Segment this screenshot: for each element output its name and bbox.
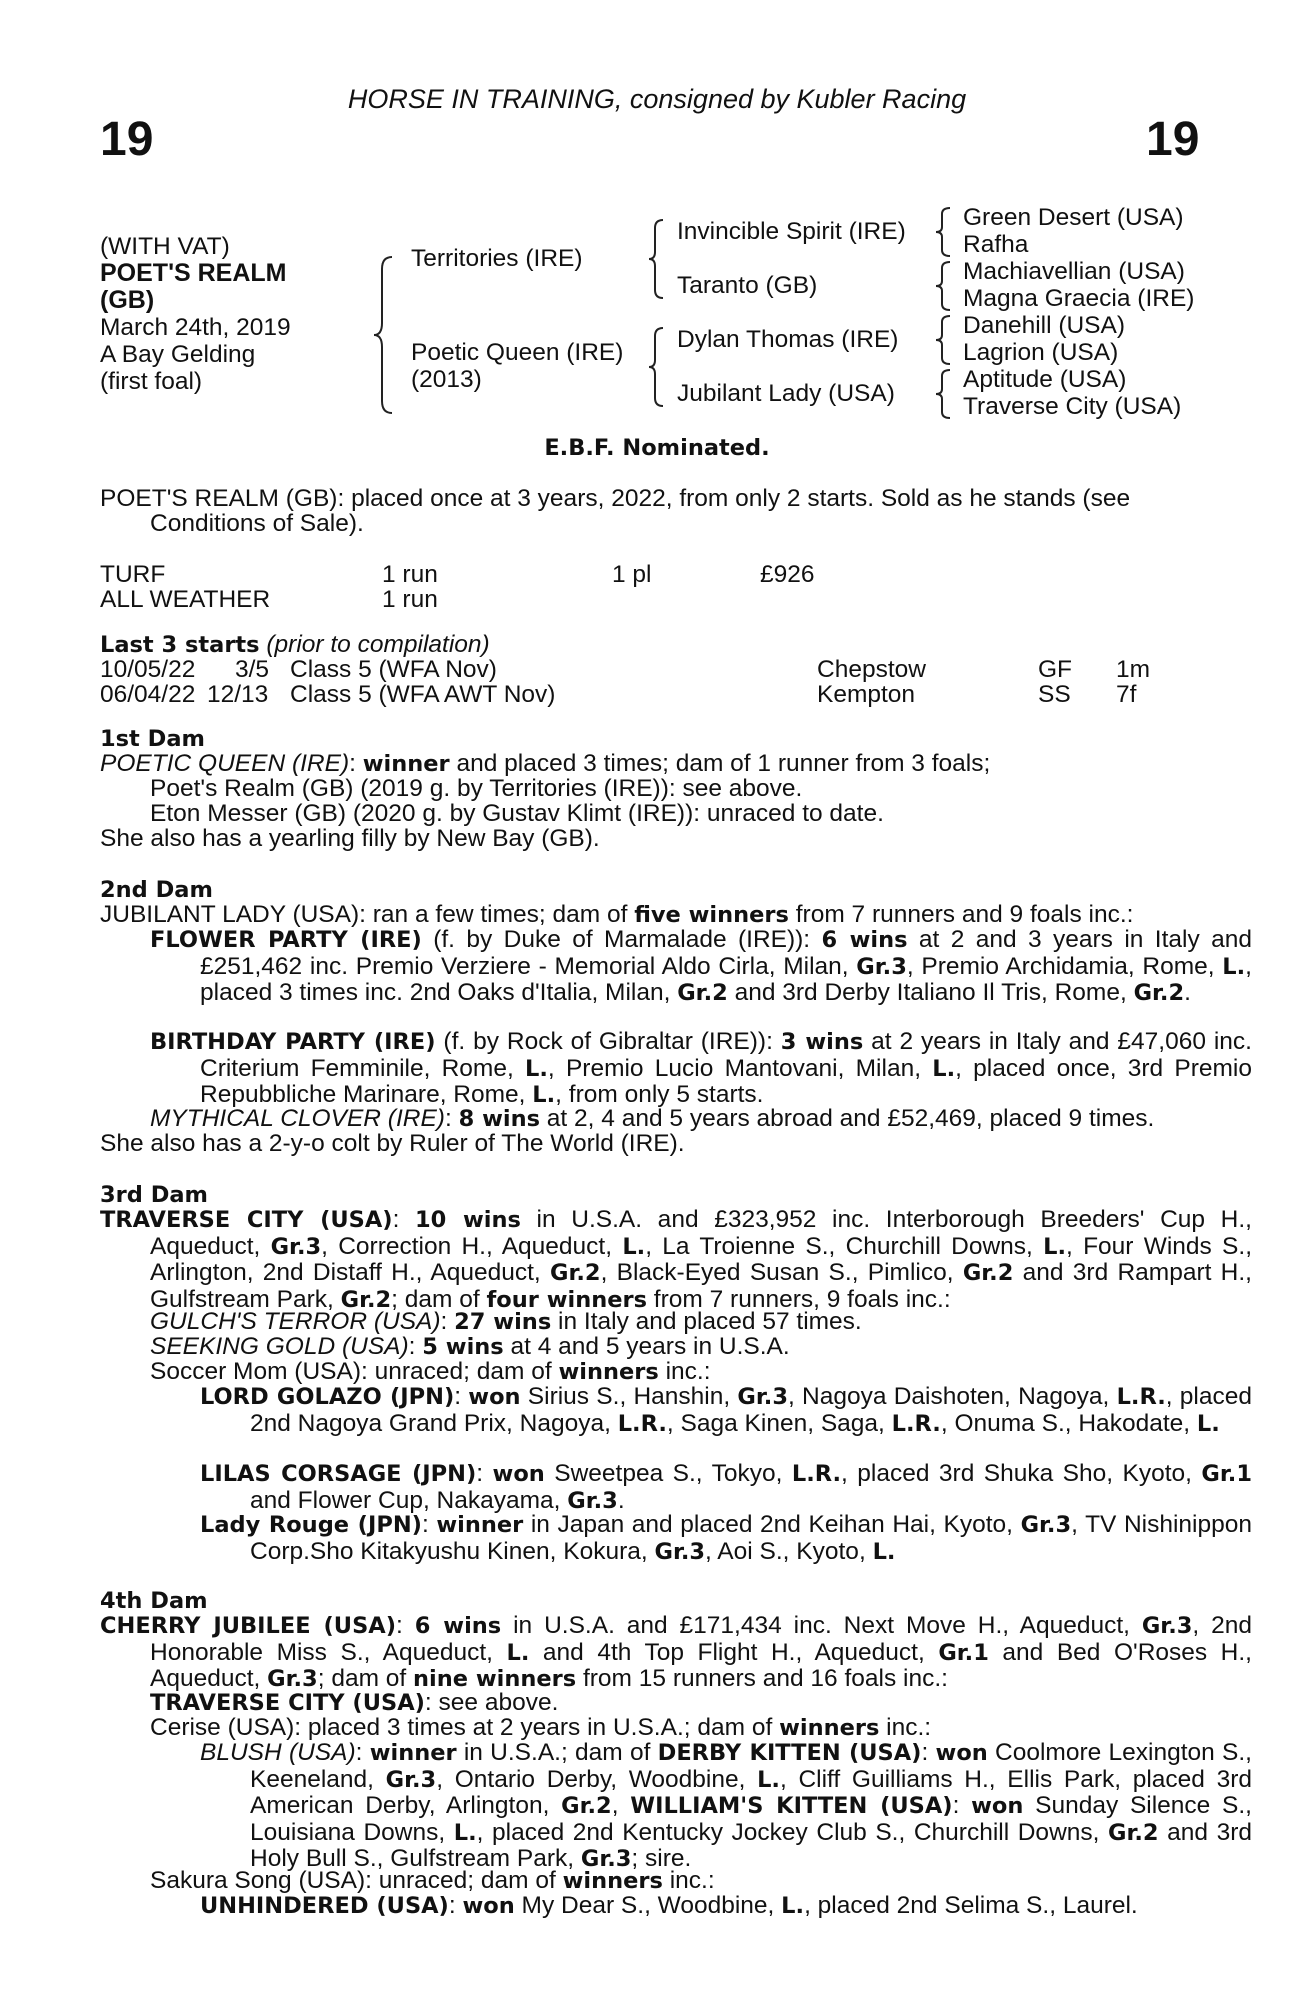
record-placed-0: 1 pl	[612, 561, 652, 588]
ebf-nominated: E.B.F. Nominated.	[544, 435, 770, 461]
dam2-mythical-clover	[150, 1106, 1154, 1133]
traverse-city-ref-name: TRAVERSE CITY (USA)	[150, 1690, 425, 1716]
cj-g: and 4th Top Flight H., Aqueduct,	[529, 1638, 939, 1666]
start-course-0: Chepstow	[817, 656, 926, 683]
lc-h: Gr.3	[567, 1487, 618, 1514]
bl-q: Sunday Silence S., Louisiana Downs,	[250, 1792, 1252, 1846]
sg-c: at 4 and 5 years in U.S.A.	[503, 1333, 790, 1360]
lg-k: , Onuma S., Hakodate,	[940, 1409, 1197, 1437]
tc-p: four winners	[486, 1286, 647, 1313]
start-date-0: 10/05/22	[100, 656, 196, 683]
lg-f: L.R.	[1116, 1384, 1166, 1410]
cj-i: and Bed O'Roses H., Aqueduct,	[150, 1638, 1252, 1692]
dam1-produce-2: Eton Messer (GB) (2020 g. by Gustav Klimt (IRE)): unraced to date.	[150, 800, 884, 827]
bl-h: Gr.3	[385, 1766, 437, 1793]
lg-i: , Saga Kinen, Saga,	[666, 1409, 892, 1437]
dam4-sakura-song	[150, 1868, 715, 1895]
dam2-line1	[100, 902, 1133, 929]
lc-i: .	[617, 1486, 625, 1514]
lord-golazo-name: LORD GOLAZO (JPN)	[200, 1384, 455, 1410]
un-c: My Dear S., Woodbine,	[514, 1892, 782, 1919]
un-e: , placed 2nd Selima S., Laurel.	[804, 1892, 1138, 1919]
dam2-l1a: JUBILANT LADY (USA): ran a few times; dam of	[100, 901, 635, 928]
tc-m: and 3rd Rampart H., Gulfstream Park,	[150, 1259, 1252, 1313]
brace-g1	[932, 206, 954, 260]
mc-b: 8 wins	[458, 1106, 540, 1132]
fp-e: , Premio Archidamia, Rome,	[906, 952, 1223, 980]
unhindered-name: UNHINDERED (USA)	[200, 1893, 449, 1919]
lg-d: Gr.3	[737, 1384, 788, 1410]
dam3-heading-text: 3rd Dam	[100, 1182, 208, 1208]
bp-d: L.	[525, 1055, 548, 1082]
gg-4: Magna Graecia (IRE)	[963, 285, 1195, 312]
bl-f: won	[935, 1740, 988, 1766]
fp-i: and 3rd Derby Italiano Il Tris, Rome,	[727, 979, 1134, 1006]
cj-j: Gr.3	[267, 1666, 318, 1692]
tc-d: Gr.3	[270, 1233, 322, 1260]
dam4-cherry-jubilee	[100, 1613, 1252, 1693]
record-runs-0: 1 run	[382, 561, 438, 588]
tc-h: L.	[1043, 1233, 1067, 1260]
blush-name: BLUSH (USA)	[200, 1739, 356, 1766]
horse-info	[100, 233, 291, 395]
dam2-birthday-party	[150, 1029, 1252, 1109]
traverse-city-name: TRAVERSE CITY (USA)	[100, 1207, 393, 1233]
bl-g: Coolmore Lexington S., Keeneland,	[250, 1739, 1252, 1793]
cj-a: :	[395, 1612, 415, 1639]
lg-a: :	[454, 1383, 469, 1410]
bl-v: Gr.3	[580, 1846, 632, 1872]
lg-j: L.R.	[891, 1410, 941, 1437]
brace-g3	[932, 314, 954, 368]
birthday-party-name: BIRTHDAY PARTY (IRE)	[150, 1029, 436, 1055]
dam-line2: (2013)	[411, 366, 482, 393]
foal-note: (first foal)	[100, 368, 203, 395]
start-dist-0: 1m	[1116, 656, 1151, 683]
fp-a: (f. by Duke of Marmalade (IRE)):	[421, 926, 822, 953]
gg-7: Aptitude (USA)	[963, 366, 1127, 393]
start-going-1: SS	[1038, 681, 1071, 708]
seeking-gold-name: SEEKING GOLD (USA)	[150, 1333, 409, 1360]
lg-c: Sirius S., Hanshin,	[520, 1383, 738, 1410]
bl-u: and 3rd Holy Bull S., Gulfstream Park,	[250, 1818, 1253, 1872]
gg-6: Lagrion (USA)	[963, 339, 1119, 366]
dam4-cerise	[150, 1715, 931, 1742]
ce-b: winners	[779, 1715, 880, 1741]
gt-c: in Italy and placed 57 times.	[551, 1308, 862, 1335]
bl-m: ,	[611, 1792, 631, 1819]
sg-b: 5 wins	[422, 1334, 504, 1360]
dam2-heading	[100, 877, 213, 904]
ss-b: winners	[562, 1868, 663, 1894]
lc-e: , placed 3rd Shuka Sho, Kyoto,	[841, 1460, 1202, 1487]
lg-l: L.	[1196, 1410, 1220, 1437]
lc-g: and Flower Cup, Nakayama,	[250, 1486, 568, 1514]
dam3-seeking-gold	[150, 1334, 790, 1361]
ss-a: Sakura Song (USA): unraced; dam of	[150, 1867, 563, 1894]
dam4-blush	[200, 1740, 1252, 1873]
horse-description: A Bay Gelding	[100, 341, 256, 368]
cj-m: from 15 runners and 16 foals inc.:	[576, 1665, 948, 1692]
dam1-winner: winner	[362, 751, 450, 777]
fp-d: Gr.3	[856, 953, 907, 980]
start-pos-0: 3/5	[235, 656, 270, 683]
gulchs-terror-name: GULCH'S TERROR (USA)	[150, 1308, 441, 1335]
bp-h: L.	[532, 1082, 556, 1108]
lot-number-right: 19	[1146, 113, 1200, 166]
start-dist-1: 7f	[1116, 681, 1137, 708]
lr-h: L.	[872, 1538, 896, 1565]
last-starts-title: Last 3 starts	[100, 632, 260, 658]
horse-country: (GB)	[100, 286, 155, 314]
bl-p: won	[971, 1793, 1024, 1819]
bl-k: , Cliff Guilliams H., Ellis Park, placed 3rd American Derby, Arlington,	[250, 1765, 1253, 1819]
bl-w: ; sire.	[631, 1845, 692, 1872]
sm-a: Soccer Mom (USA): unraced; dam of	[150, 1358, 559, 1385]
dam-dam: Jubilant Lady (USA)	[677, 380, 895, 407]
lr-a: :	[421, 1511, 437, 1538]
start-race-0: Class 5 (WFA Nov)	[290, 656, 497, 683]
ce-a: Cerise (USA): placed 3 times at 2 years in U.S.A.; dam of	[150, 1714, 780, 1741]
summary-line1: POET'S REALM (GB): placed once at 3 years, 2022, from only 2 starts. Sold as he stands (see	[100, 485, 1131, 512]
lg-h: L.R.	[617, 1410, 667, 1437]
tc2-a: : see above.	[424, 1689, 559, 1716]
vat-note: (WITH VAT)	[100, 233, 230, 260]
last-starts-subtitle: (prior to compilation)	[266, 631, 490, 658]
cj-d: Gr.3	[1141, 1613, 1193, 1639]
fp-h: Gr.2	[677, 980, 728, 1006]
record-surface-1: ALL WEATHER	[100, 586, 271, 613]
dam3-soccer-mom	[150, 1359, 711, 1386]
fp-g: , placed 3 times inc. 2nd Oaks d'Italia, Milan,	[200, 952, 1252, 1006]
fp-c: at 2 and 3 years in Italy and £251,462 inc. Premio Verziere - Memorial Aldo Cirla, Milan,	[200, 926, 1252, 980]
dam3-lady-rouge	[200, 1512, 1252, 1565]
dam-line1: Poetic Queen (IRE)	[411, 339, 624, 366]
bp-g: , placed once, 3rd Premio Repubbliche Marinare, Rome,	[200, 1054, 1252, 1108]
dam4-heading	[100, 1588, 208, 1615]
lg-g: , placed 2nd Nagoya Grand Prix, Nagoya,	[250, 1383, 1252, 1437]
tc-o: ; dam of	[391, 1285, 487, 1313]
pedigree-brace-dam	[645, 326, 667, 408]
dam3-lilas-corsage	[200, 1461, 1252, 1514]
start-pos-1: 12/13	[207, 681, 269, 708]
pedigree-brace-main	[370, 255, 400, 415]
lr-d: Gr.3	[1020, 1512, 1072, 1538]
gt-b: 27 wins	[454, 1309, 552, 1335]
lady-rouge-name: Lady Rouge (JPN)	[200, 1512, 422, 1538]
sm-c: inc.:	[658, 1358, 711, 1385]
dam2-flower-party	[150, 927, 1252, 1007]
dam4-traverse-city	[150, 1690, 558, 1717]
tc-j: Gr.2	[550, 1260, 601, 1286]
dam1-heading	[100, 726, 205, 753]
tc-e: , Correction H., Aqueduct,	[321, 1232, 623, 1260]
gg-3: Machiavellian (USA)	[963, 258, 1185, 285]
gg-5: Danehill (USA)	[963, 312, 1126, 339]
last-starts-heading	[100, 632, 490, 659]
sm-b: winners	[558, 1359, 659, 1385]
bl-b: winner	[369, 1740, 457, 1766]
dam1-yearling: She also has a yearling filly by New Bay (GB).	[100, 825, 600, 852]
gt-a: :	[440, 1308, 455, 1335]
cj-k: ; dam of	[317, 1665, 414, 1692]
ss-c: inc.:	[662, 1867, 715, 1894]
dam3-heading	[100, 1182, 208, 1209]
summary-line2: Conditions of Sale).	[150, 510, 364, 537]
start-date-1: 06/04/22	[100, 681, 196, 708]
cj-e: , 2nd Honorable Miss S., Aqueduct,	[150, 1612, 1252, 1666]
bl-s: , placed 2nd Kentucky Jockey Club S., Churchill Downs,	[476, 1818, 1109, 1846]
tc-l: Gr.2	[962, 1260, 1014, 1286]
bl-n: WILLIAM'S KITTEN (USA)	[630, 1793, 953, 1819]
dam2-heading-text: 2nd Dam	[100, 877, 213, 903]
flower-party-name: FLOWER PARTY (IRE)	[150, 927, 422, 953]
lr-g: , Aoi S., Kyoto,	[705, 1537, 873, 1565]
tc-c: in U.S.A. and £323,952 inc. Interborough Breeders' Cup H., Aqueduct,	[150, 1206, 1252, 1260]
cherry-jubilee-name: CHERRY JUBILEE (USA)	[100, 1613, 396, 1639]
bl-l: Gr.2	[561, 1793, 612, 1819]
horse-name: POET'S REALM	[100, 259, 287, 287]
ce-c: inc.:	[879, 1714, 932, 1741]
dam3-gulchs-terror	[150, 1309, 862, 1336]
lc-b: won	[492, 1461, 545, 1487]
dam4-heading-text: 4th Dam	[100, 1588, 208, 1614]
fp-f: L.	[1222, 953, 1246, 980]
lr-f: Gr.3	[654, 1538, 706, 1565]
un-d: L.	[781, 1893, 805, 1919]
dam2-also: She also has a 2-y-o colt by Ruler of The World (IRE).	[100, 1130, 685, 1157]
un-a: :	[448, 1892, 463, 1919]
bl-t: Gr.2	[1108, 1819, 1159, 1846]
gg-8: Traverse City (USA)	[963, 393, 1182, 420]
dam2-l1c: from 7 runners and 9 foals inc.:	[788, 901, 1134, 928]
lg-b: won	[468, 1384, 521, 1410]
lc-a: :	[476, 1460, 493, 1487]
bl-i: , Ontario Derby, Woodbine,	[436, 1765, 758, 1793]
bl-a: :	[355, 1739, 370, 1766]
bp-i: , from only 5 starts.	[555, 1081, 764, 1108]
pedigree-brace-sire	[645, 218, 667, 300]
bp-e: , Premio Lucio Mantovani, Milan,	[547, 1054, 933, 1082]
mythical-clover-name: MYTHICAL CLOVER (IRE)	[150, 1105, 445, 1132]
brace-g4	[932, 368, 954, 422]
mc-a: :	[444, 1105, 459, 1132]
start-course-1: Kempton	[817, 681, 916, 708]
dam3-lord-golazo	[200, 1384, 1252, 1437]
bl-c: in U.S.A.; dam of	[456, 1739, 658, 1766]
bl-d: DERBY KITTEN (USA)	[657, 1740, 922, 1766]
start-race-1: Class 5 (WFA AWT Nov)	[290, 681, 556, 708]
record-surface-0: TURF	[100, 561, 166, 588]
lc-d: L.R.	[791, 1461, 842, 1487]
gg-1: Green Desert (USA)	[963, 204, 1184, 231]
gg-2: Rafha	[963, 231, 1029, 258]
lr-c: in Japan and placed 2nd Keihan Hai, Kyoto,	[523, 1511, 1021, 1538]
foaling-date: March 24th, 2019	[100, 314, 291, 341]
bl-j: L.	[757, 1766, 780, 1793]
tc-k: , Black-Eyed Susan S., Pimlico,	[600, 1259, 963, 1286]
start-going-0: GF	[1038, 656, 1073, 683]
cj-f: L.	[506, 1639, 530, 1666]
bp-c: at 2 years in Italy and £47,060 inc. Criterium Femminile, Rome,	[200, 1028, 1252, 1082]
record-prize-0: £926	[760, 561, 815, 588]
record-runs-1: 1 run	[382, 586, 438, 613]
lg-e: , Nagoya Daishoten, Nagoya,	[787, 1383, 1117, 1410]
dam3-traverse-city	[100, 1207, 1252, 1313]
cj-h: Gr.1	[938, 1639, 989, 1666]
dam1-produce-1: Poet's Realm (GB) (2019 g. by Territories (IRE)): see above.	[150, 775, 803, 802]
fp-j: Gr.2	[1133, 980, 1185, 1006]
tc-g: , La Troienne S., Churchill Downs,	[645, 1232, 1044, 1260]
tc-i: , Four Winds S., Arlington, 2nd Distaff H., Aqueduct,	[150, 1232, 1252, 1286]
dam1-line1: POETIC QUEEN (IRE): winner and placed 3 times; dam of 1 runner from 3 foals;	[100, 750, 991, 777]
lilas-corsage-name: LILAS CORSAGE (JPN)	[200, 1461, 477, 1487]
dam-sire: Dylan Thomas (IRE)	[677, 326, 899, 353]
tc-f: L.	[622, 1233, 646, 1260]
dam4-unhindered	[200, 1893, 1138, 1920]
fp-b: 6 wins	[821, 927, 908, 953]
cj-l: nine winners	[413, 1666, 577, 1692]
dam1-name: POETIC QUEEN (IRE)	[100, 750, 350, 777]
sire-sire: Invincible Spirit (IRE)	[677, 218, 906, 245]
cj-c: in U.S.A. and £171,434 inc. Next Move H., Aqueduct,	[501, 1612, 1142, 1639]
bp-b: 3 wins	[780, 1029, 864, 1055]
bl-o: :	[952, 1792, 972, 1819]
fp-k: .	[1184, 979, 1191, 1006]
bl-e: :	[921, 1739, 936, 1766]
sire-dam: Taranto (GB)	[677, 272, 818, 299]
sire: Territories (IRE)	[411, 245, 583, 272]
lc-c: Sweetpea S., Tokyo,	[544, 1460, 792, 1487]
consignment-header: HORSE IN TRAINING, consigned by Kubler Racing	[347, 84, 967, 114]
bp-a: (f. by Rock of Gibraltar (IRE)):	[435, 1028, 781, 1055]
lr-b: winner	[436, 1512, 524, 1538]
dam1-rest: and placed 3 times; dam of 1 runner from 3 foals;	[449, 750, 991, 777]
un-b: won	[462, 1893, 515, 1919]
lot-number-left: 19	[100, 113, 154, 166]
bl-r: L.	[453, 1819, 477, 1846]
lc-f: Gr.1	[1201, 1461, 1252, 1487]
brace-g2	[932, 260, 954, 314]
tc-n: Gr.2	[340, 1286, 392, 1313]
mc-c: at 2, 4 and 5 years abroad and £52,469, placed 9 times.	[540, 1105, 1155, 1132]
tc-q: from 7 runners, 9 foals inc.:	[646, 1285, 951, 1313]
bp-f: L.	[932, 1055, 956, 1082]
sg-a: :	[408, 1333, 423, 1360]
tc-b: 10 wins	[415, 1207, 521, 1233]
dam2-five-winners: five winners	[634, 902, 789, 928]
cj-b: 6 wins	[414, 1613, 502, 1639]
dam1-heading-text: 1st Dam	[100, 726, 205, 752]
lr-e: , TV Nishinippon Corp.Sho Kitakyushu Kinen, Kokura,	[250, 1511, 1252, 1565]
tc-a: :	[392, 1206, 416, 1233]
